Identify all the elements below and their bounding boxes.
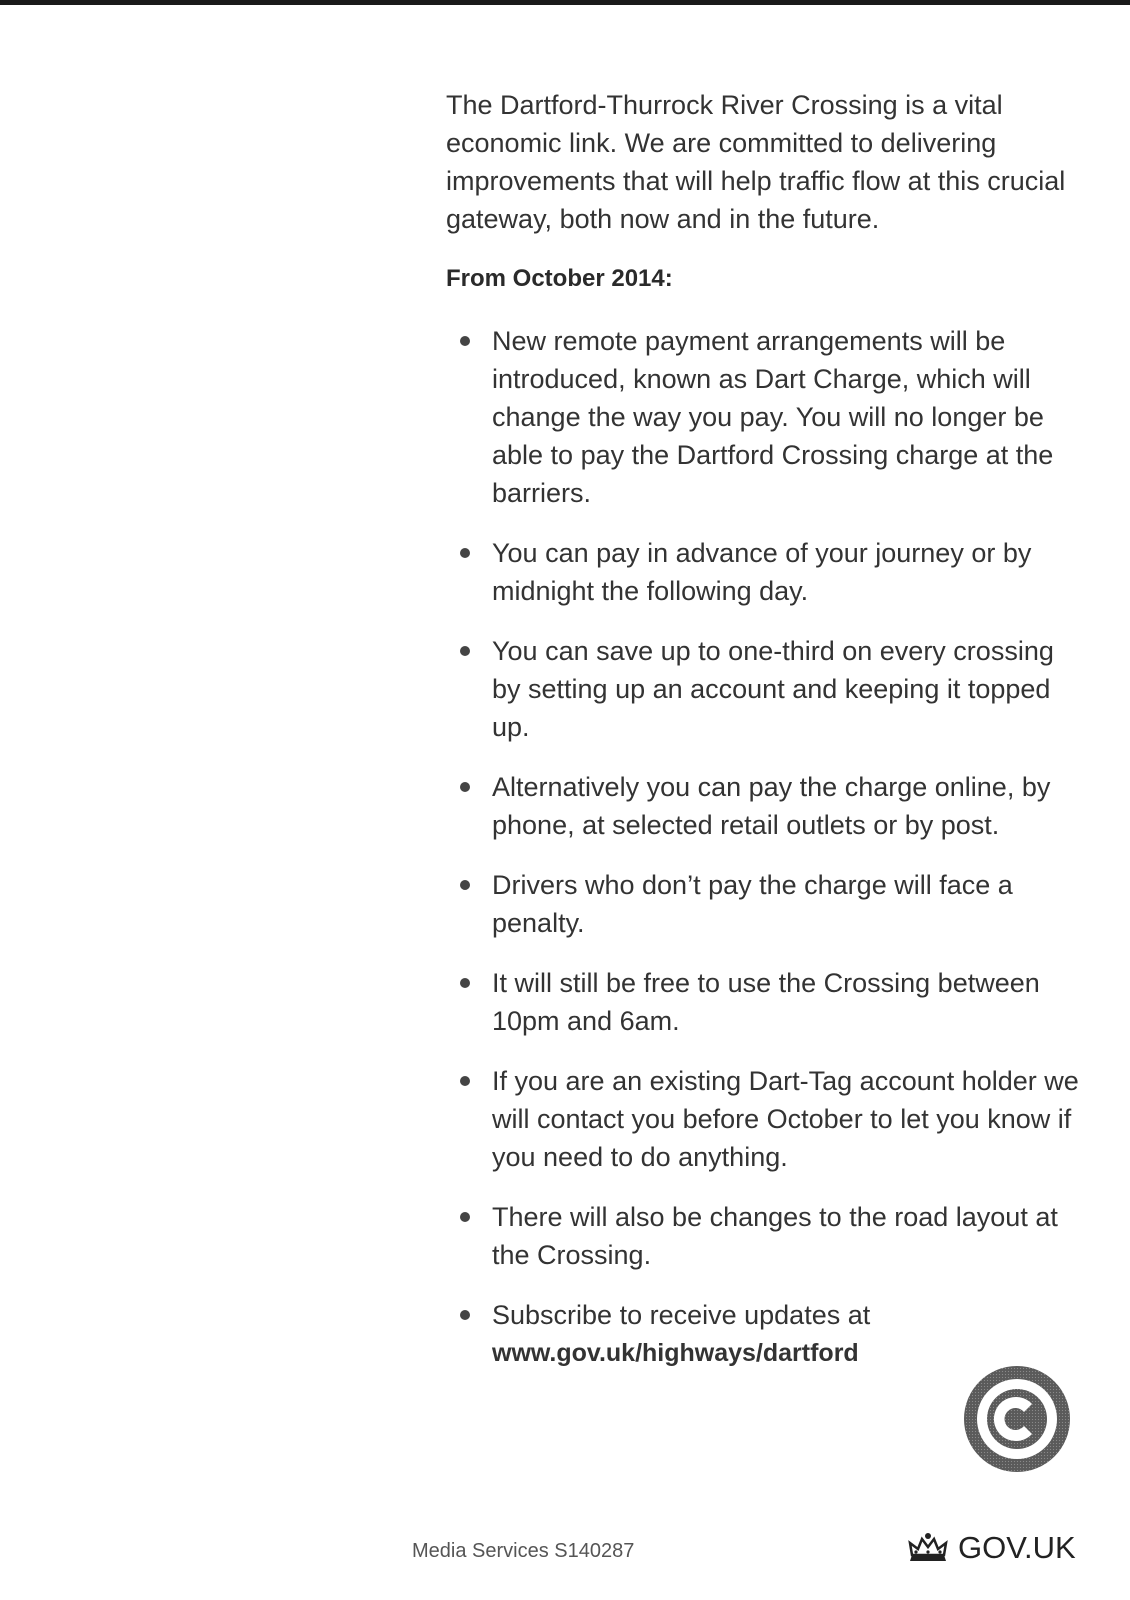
- crown-icon: [906, 1531, 950, 1565]
- list-item-text: If you are an existing Dart-Tag account holder we will contact you before October to let you know if you need to do anything.: [492, 1066, 1079, 1172]
- subscribe-link[interactable]: www.gov.uk/highways/dartford: [492, 1339, 859, 1367]
- bullet-icon: [460, 548, 470, 558]
- top-rule: [0, 0, 1130, 5]
- bullet-icon: [460, 978, 470, 988]
- bullet-icon: [460, 1310, 470, 1320]
- list-item: [446, 768, 1086, 844]
- list-item: [446, 632, 1086, 746]
- intro-paragraph: The Dartford-Thurrock River Crossing is a vital economic link. We are committed to delivering improvements that will help traffic flow at this crucial gateway, both now and in the future.: [446, 90, 1066, 234]
- list-item-text: It will still be free to use the Crossing between 10pm and 6am.: [492, 968, 1040, 1036]
- bullet-list: [446, 322, 1086, 1372]
- list-item: [446, 534, 1086, 610]
- media-services-code: Media Services S140287: [412, 1540, 635, 1562]
- list-item-text: There will also be changes to the road layout at the Crossing.: [492, 1202, 1058, 1270]
- subscribe-text: Subscribe to receive updates at: [492, 1300, 871, 1330]
- bullet-icon: [460, 880, 470, 890]
- bullet-icon: [460, 782, 470, 792]
- bullet-icon: [460, 646, 470, 656]
- list-item: [446, 1062, 1086, 1176]
- bullet-icon: [460, 336, 470, 346]
- list-item-text: Drivers who don’t pay the charge will face a penalty.: [492, 870, 1013, 938]
- list-item-text: You can save up to one-third on every crossing by setting up an account and keeping it topped up.: [492, 636, 1054, 742]
- govuk-logo: [906, 1528, 1076, 1568]
- list-item: [446, 1198, 1086, 1274]
- bullet-icon: [460, 1076, 470, 1086]
- dart-charge-c-logo: [962, 1364, 1072, 1474]
- bullet-icon: [460, 1212, 470, 1222]
- list-item: [446, 964, 1086, 1040]
- list-item-text: You can pay in advance of your journey or by midnight the following day.: [492, 538, 1032, 606]
- subscribe-item: [446, 1296, 1086, 1372]
- list-item-text: New remote payment arrangements will be introduced, known as Dart Charge, which will change the way you pay. You will no longer be able to pay the Dartford Crossing charge at the barriers.: [492, 326, 1054, 508]
- list-item: [446, 322, 1086, 512]
- section-heading: From October 2014:: [446, 265, 673, 292]
- govuk-wordmark: GOV.UK: [958, 1530, 1076, 1565]
- list-item-text: Alternatively you can pay the charge online, by phone, at selected retail outlets or by post.: [492, 772, 1051, 840]
- list-item: [446, 866, 1086, 942]
- leaflet-content: [446, 86, 1086, 1394]
